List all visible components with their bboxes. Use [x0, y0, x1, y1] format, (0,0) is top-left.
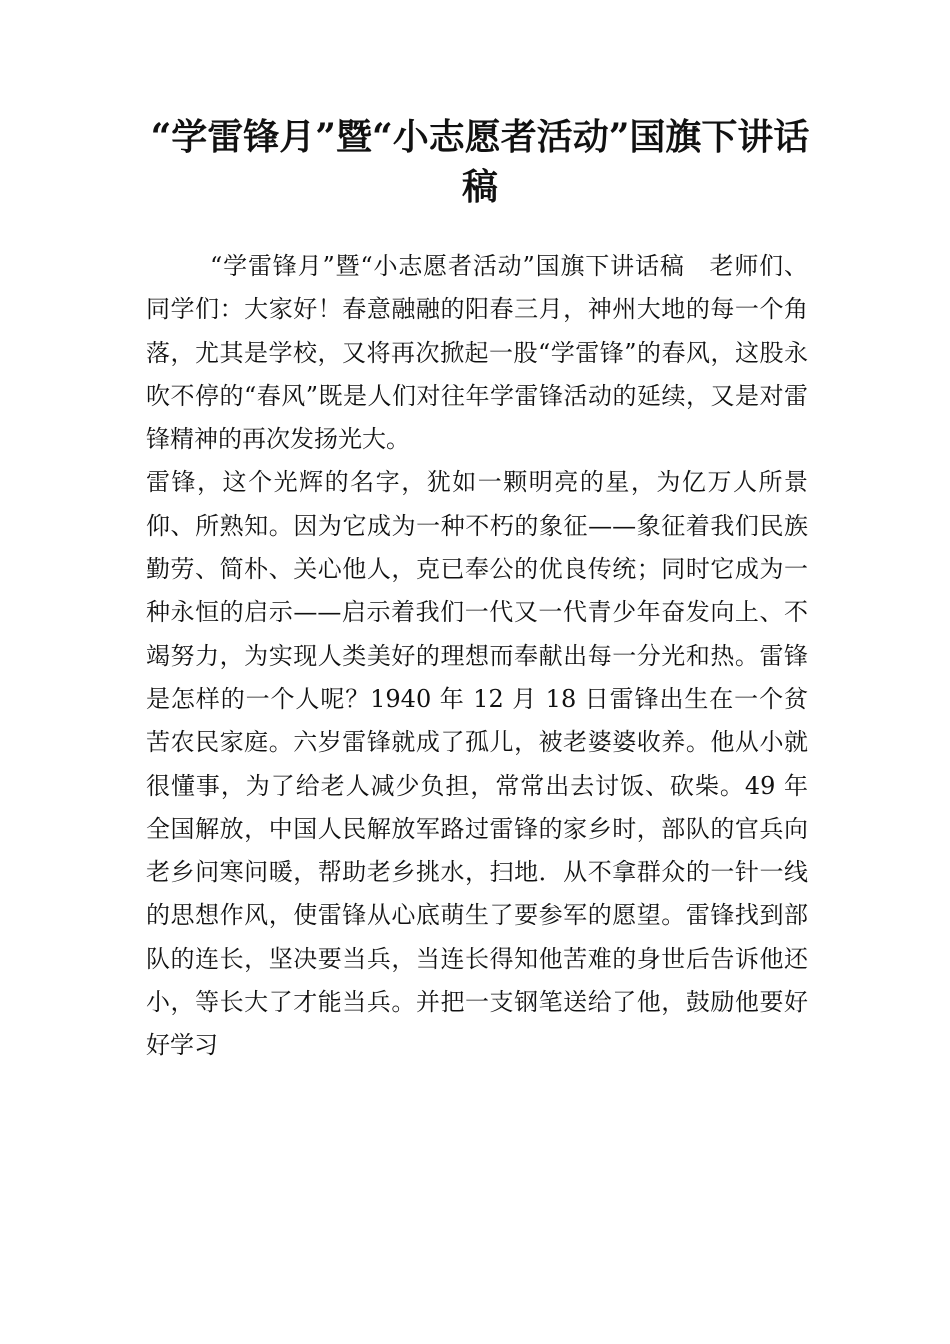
body-paragraph-1: “学雷锋月”暨“小志愿者活动”国旗下讲话稿 老师们、同学们：大家好！春意融融的阳春三月，神州大地的每一个角落，尤其是学校，又将再次掀起一股“学雷锋”的春风，这股永吹不停的“春风”既是人们对往年学雷锋活动的延续，又是对雷锋精神的再次发扬光大。 [146, 252, 808, 454]
document-body [146, 245, 808, 1068]
body-paragraph-2: 雷锋，这个光辉的名字，犹如一颗明亮的星，为亿万人所景仰、所熟知。因为它成为一种不朽的象征——象征着我们民族勤劳、简朴、关心他人，克已奉公的优良传统；同时它成为一种永恒的启示——启示着我们一代又一代青少年奋发向上、不竭努力，为实现人类美好的理想而奉献出每一分光和热。雷锋是怎样的一个人呢？1940 年 12 月 18 日雷锋出生在一个贫苦农民家庭。六岁雷锋就成了孤儿，被老婆婆收养。他从小就很懂事，为了给老人减少负担，常常出去讨饭、砍柴。49 年全国解放，中国人民解放军路过雷锋的家乡时，部队的官兵向老乡问寒问暖，帮助老乡挑水，扫地．从不拿群众的一针一线的思想作风，使雷锋从心底萌生了要参军的愿望。雷锋找到部队的连长，坚决要当兵，当连长得知他苦难的身世后告诉他还小，等长大了才能当兵。并把一支钢笔送给了他，鼓励他要好好学习 [146, 468, 808, 1060]
document-title: “学雷锋月”暨“小志愿者活动”国旗下讲话稿 [150, 116, 810, 208]
